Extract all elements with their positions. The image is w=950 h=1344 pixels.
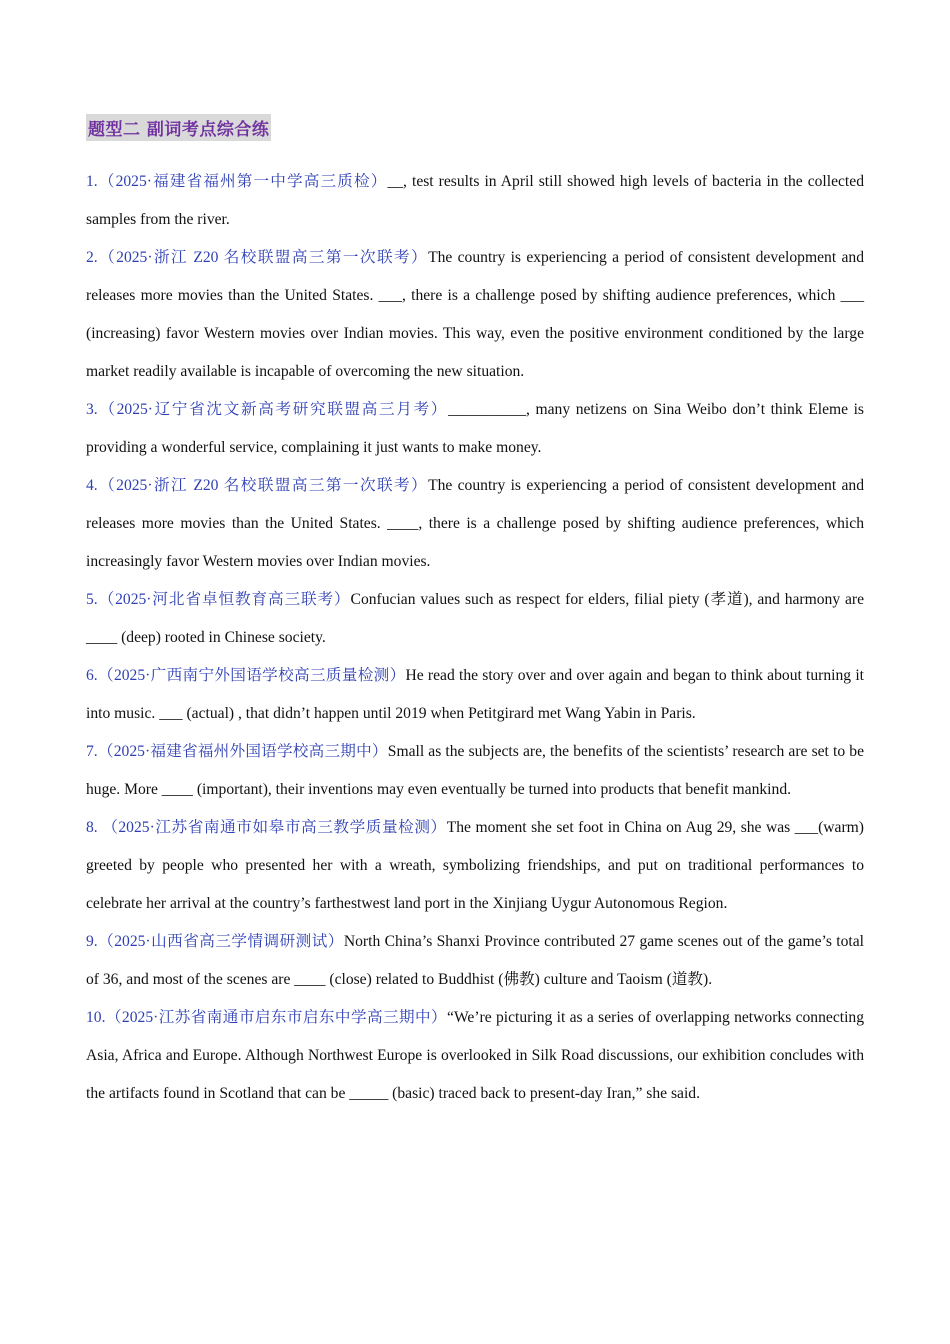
question-source: 9.（2025·山西省高三学情调研测试）: [86, 933, 344, 950]
question-text: The moment she set foot in China on Aug 29, she was ___(warm) greeted by people who presented her with a wreath, symbolizing friendships, and put on traditional performances to celebrate her arrival at the country’s farthestwest land port in the Xinjiang Uygur Autonomous Region.: [86, 819, 864, 912]
document-page: [86, 110, 864, 1113]
question-7: [86, 733, 864, 809]
question-source: 4.（2025·浙江 Z20 名校联盟高三第一次联考）: [86, 477, 429, 494]
question-1: [86, 163, 864, 239]
question-text: Small as the subjects are, the benefits of the scientists’ research are set to be huge. More ____ (important), their inventions may even eventually be turned into products that benefit mankind.: [86, 743, 865, 798]
question-text: Confucian values such as respect for elders, filial piety (孝道), and harmony are ____ (deep) rooted in Chinese society.: [86, 591, 864, 646]
question-9: [86, 923, 864, 999]
question-source: 10.（2025·江苏省南通市启东市启东中学高三期中）: [86, 1009, 448, 1026]
question-source: 8. （2025·江苏省南通市如皋市高三教学质量检测）: [86, 819, 447, 836]
question-source: 5.（2025·河北省卓恒教育高三联考）: [86, 591, 351, 608]
question-text: The country is experiencing a period of consistent development and releases more movies than the United States. ___, there is a challenge posed by shifting audience preferences, which ___ (increasing) favor Western movies over Indian movies. This way, even the positive environment conditioned by the large market readily available is incapable of overcoming the new situation.: [86, 249, 864, 380]
question-text: __, test results in April still showed high levels of bacteria in the collected samples from the river.: [86, 173, 864, 228]
question-source: 6.（2025·广西南宁外国语学校高三质量检测）: [86, 667, 406, 684]
question-10: [86, 999, 864, 1113]
question-5: [86, 581, 864, 657]
question-text: __________, many netizens on Sina Weibo don’t think Eleme is providing a wonderful service, complaining it just wants to make money.: [86, 401, 865, 456]
question-8: [86, 809, 864, 923]
question-6: [86, 657, 864, 733]
question-text: The country is experiencing a period of consistent development and releases more movies than the United States. ____, there is a challenge posed by shifting audience preferences, which increasingly favor Western movies over Indian movies.: [86, 477, 864, 570]
question-text: “We’re picturing it as a series of overlapping networks connecting Asia, Africa and Europe. Although Northwest Europe is overlooked in Silk Road discussions, our exhibition concludes with the artifacts found in Scotland that can be _____ (basic) traced back to present-day Iran,” she said.: [86, 1009, 864, 1102]
question-text: He read the story over and over again and began to think about turning it into music. ___ (actual) , that didn’t happen until 2019 when Petitgirard met Wang Yabin in Paris.: [86, 667, 865, 722]
question-text: North China’s Shanxi Province contributed 27 game scenes out of the game’s total of 36, and most of the scenes are ____ (close) related to Buddhist (佛教) culture and Taoism (道教).: [86, 933, 864, 988]
question-source: 2.（2025·浙江 Z20 名校联盟高三第一次联考）: [86, 249, 429, 266]
question-source: 7.（2025·福建省福州外国语学校高三期中）: [86, 743, 388, 760]
section-heading: 题型二 副词考点综合练: [86, 114, 271, 141]
question-source: 3.（2025·辽宁省沈文新高考研究联盟高三月考）: [86, 401, 449, 418]
question-source: 1.（2025·福建省福州第一中学高三质检）: [86, 173, 388, 190]
question-4: [86, 467, 864, 581]
question-3: [86, 391, 864, 467]
question-2: [86, 239, 864, 391]
